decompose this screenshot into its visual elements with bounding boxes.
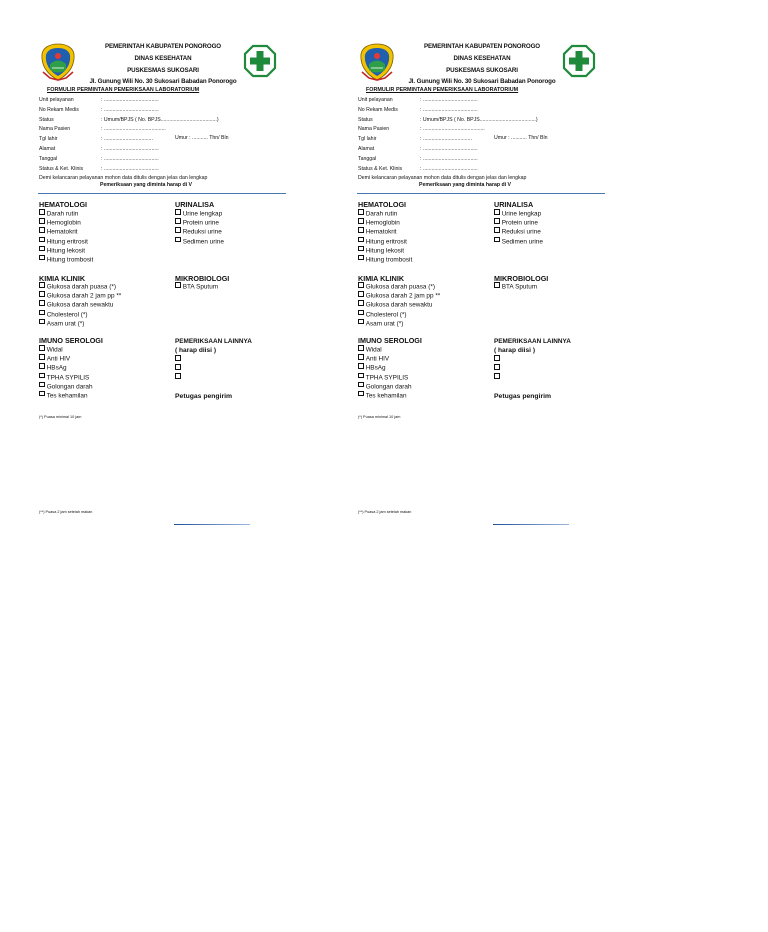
header-address: Jl. Gunung Wili No. 30 Sukosari Babadan Ponorogo — [408, 78, 556, 85]
ponorogo-regency-emblem-icon — [40, 42, 76, 82]
patient-fields — [39, 97, 289, 175]
imuno-list — [358, 345, 412, 400]
checkbox-square-icon — [358, 255, 364, 261]
checkbox-item[interactable] — [175, 355, 183, 364]
section-kimia-klinik: KIMIA KLINIK — [358, 274, 405, 283]
checkbox-square-icon — [358, 382, 364, 388]
instruction-note: Demi kelancaran pelayanan mohon data ditulis dengan jelas dan lengkap — [39, 175, 208, 181]
checkbox-square-icon — [39, 291, 45, 297]
field-medical-record[interactable]: No Rekam Medis : ...................................... — [39, 106, 159, 113]
section-imuno-serologi: IMUNO SEROLOGI — [39, 336, 103, 345]
checkbox-square-icon — [358, 354, 364, 360]
checkbox-square-icon — [39, 382, 45, 388]
checkbox-item[interactable]: Tes kehamilan — [358, 391, 412, 400]
header-puskesmas: PUSKESMAS SUKOSARI — [127, 67, 199, 74]
checkbox-item[interactable]: Hitung trombosit — [39, 255, 93, 264]
checkbox-item[interactable]: Glukosa darah 2 jam pp ** — [358, 291, 440, 300]
footnote-fasting-10h: (*) Puasa minimal 10 jam — [39, 415, 82, 419]
field-medical-record[interactable]: No Rekam Medis : ...................................... — [358, 106, 478, 113]
checkbox-item[interactable]: Glukosa darah puasa (*) — [358, 282, 440, 291]
divider — [357, 193, 605, 194]
checkbox-square-icon — [358, 209, 364, 215]
checkbox-item[interactable]: Hemoglobin — [39, 218, 93, 227]
checkbox-item[interactable]: Golongan darah — [358, 382, 412, 391]
section-urinalisa: URINALISA — [494, 200, 534, 209]
checkbox-square-icon — [358, 282, 364, 288]
lainnya-list — [494, 355, 502, 383]
checkbox-item[interactable]: Hematokrit — [39, 227, 93, 236]
checkbox-square-icon — [494, 282, 500, 288]
petugas-pengirim: Petugas pengirim — [494, 393, 552, 400]
checkbox-item[interactable]: BTA Sputum — [494, 282, 537, 291]
checkbox-square-icon — [175, 355, 181, 361]
checkbox-square-icon — [358, 310, 364, 316]
checkbox-item[interactable]: Hematokrit — [358, 227, 412, 236]
checkbox-square-icon — [175, 209, 181, 215]
mikro-list — [175, 282, 218, 291]
checkbox-square-icon — [358, 300, 364, 306]
checkbox-square-icon — [39, 237, 45, 243]
checkbox-square-icon — [358, 237, 364, 243]
lab-request-form-left — [38, 0, 358, 540]
checkbox-item[interactable]: Tes kehamilan — [39, 391, 93, 400]
checkbox-square-icon — [358, 227, 364, 233]
checkbox-item[interactable]: Hitung lekosit — [358, 246, 412, 255]
kimia-list — [358, 282, 440, 328]
checkbox-square-icon — [39, 227, 45, 233]
header-puskesmas: PUSKESMAS SUKOSARI — [446, 67, 518, 74]
checkbox-square-icon — [358, 363, 364, 369]
field-status[interactable]: Status : Umum/BPJS ( No. BPJS.......................................) — [358, 116, 538, 123]
checkbox-square-icon — [494, 237, 500, 243]
footnote-fasting-10h: (*) Puasa minimal 10 jam — [358, 415, 401, 419]
checkbox-square-icon — [358, 373, 364, 379]
urinalisa-list — [494, 209, 543, 246]
field-age[interactable]: Umur : ........... Thn/ Bln — [175, 135, 229, 142]
field-patient-name[interactable]: Nama Pasien : ........................................... — [358, 126, 485, 133]
checkbox-item[interactable]: TPHA SYPILIS — [358, 373, 412, 382]
checkbox-item[interactable]: TPHA SYPILIS — [39, 373, 93, 382]
field-address[interactable]: Alamat : ...................................... — [39, 145, 159, 152]
checkbox-item[interactable]: Anti HIV — [358, 354, 412, 363]
imuno-list — [39, 345, 93, 400]
checkbox-item[interactable]: Hitung lekosit — [39, 246, 93, 255]
checkbox-square-icon — [39, 319, 45, 325]
checkbox-square-icon — [39, 246, 45, 252]
checkbox-square-icon — [358, 291, 364, 297]
footnote-fasting-2h: (**) Puasa 2 jam setelah makan — [358, 510, 412, 514]
checkbox-item[interactable]: Anti HIV — [39, 354, 93, 363]
checkbox-item[interactable]: HBsAg — [358, 363, 412, 372]
checkbox-item[interactable]: Glukosa darah 2 jam pp ** — [39, 291, 121, 300]
section-urinalisa: URINALISA — [175, 200, 215, 209]
field-age[interactable]: Umur : ........... Thn/ Bln — [494, 135, 548, 142]
hematologi-list — [358, 209, 412, 264]
checkbox-item[interactable]: Reduksi urine — [175, 227, 224, 236]
checkbox-square-icon — [175, 282, 181, 288]
section-kimia-klinik: KIMIA KLINIK — [39, 274, 86, 283]
checkbox-square-icon — [39, 310, 45, 316]
checkbox-item[interactable]: HBsAg — [39, 363, 93, 372]
section-pemeriksaan-lainnya: PEMERIKSAAN LAINNYA — [175, 338, 252, 345]
checkbox-square-icon — [358, 391, 364, 397]
checkbox-square-icon — [39, 209, 45, 215]
field-unit[interactable]: Unit pelayanan : ...................................... — [358, 97, 478, 103]
hematologi-list — [39, 209, 93, 264]
checkbox-square-icon — [494, 218, 500, 224]
checkbox-item[interactable]: Glukosa darah puasa (*) — [39, 282, 121, 291]
field-unit[interactable]: Unit pelayanan : ...................................... — [39, 97, 159, 103]
checkbox-item[interactable]: Asam urat (*) — [39, 319, 121, 328]
divider — [38, 193, 286, 194]
field-clinical-status[interactable]: Status & Ket. Klinis : ...................................... — [39, 165, 159, 172]
header-government: PEMERINTAH KABUPATEN PONOROGO — [423, 43, 541, 50]
field-status[interactable]: Status : Umum/BPJS ( No. BPJS.......................................) — [39, 116, 219, 123]
checkbox-square-icon — [175, 237, 181, 243]
checkbox-square-icon — [39, 218, 45, 224]
form-title: FORMULIR PERMINTAAN PEMERIKSAAN LABORATORIUM — [366, 87, 519, 93]
checkbox-square-icon — [39, 300, 45, 306]
checkbox-item[interactable]: Cholesterol (*) — [358, 310, 440, 319]
field-clinical-status[interactable]: Status & Ket. Klinis : ...................................... — [358, 165, 478, 172]
checkbox-item[interactable] — [175, 373, 183, 382]
checkbox-item[interactable]: Protein urine — [494, 218, 543, 227]
petugas-pengirim: Petugas pengirim — [175, 393, 233, 400]
checkbox-item[interactable]: Asam urat (*) — [358, 319, 440, 328]
field-date[interactable]: Tanggal : ...................................... — [358, 155, 478, 162]
checkbox-square-icon — [175, 364, 181, 370]
checkbox-item[interactable]: Golongan darah — [39, 382, 93, 391]
checkbox-item[interactable]: Widal — [39, 345, 93, 354]
checkbox-square-icon — [39, 391, 45, 397]
checkbox-item[interactable]: BTA Sputum — [175, 282, 218, 291]
header-department: DINAS KESEHATAN — [453, 55, 511, 62]
checkbox-item[interactable]: Cholesterol (*) — [39, 310, 121, 319]
urinalisa-list — [175, 209, 224, 246]
patient-fields — [358, 97, 608, 175]
checkbox-square-icon — [494, 355, 500, 361]
checkbox-item[interactable]: Reduksi urine — [494, 227, 543, 236]
checkbox-square-icon — [175, 373, 181, 379]
checkbox-square-icon — [358, 319, 364, 325]
checkbox-item[interactable]: Sedimen urine — [494, 237, 543, 246]
checkbox-square-icon — [39, 373, 45, 379]
field-birth-date[interactable]: Tgl lahir : .................................. Umur : ........... Thn/ Bln — [358, 135, 548, 143]
checkbox-square-icon — [358, 246, 364, 252]
header-department: DINAS KESEHATAN — [134, 55, 192, 62]
instruction-check: Pemeriksaan yang diminta harap di V — [419, 182, 511, 188]
checkbox-square-icon — [494, 364, 500, 370]
checkbox-square-icon — [358, 218, 364, 224]
checkbox-square-icon — [39, 354, 45, 360]
signature-line — [493, 524, 569, 525]
checkbox-square-icon — [39, 345, 45, 351]
checkbox-square-icon — [494, 227, 500, 233]
kimia-list — [39, 282, 121, 328]
header-government: PEMERINTAH KABUPATEN PONOROGO — [104, 43, 222, 50]
checkbox-item[interactable]: Hitung trombosit — [358, 255, 412, 264]
section-mikrobiologi: MIKROBIOLOGI — [494, 274, 549, 283]
checkbox-item[interactable]: Urine lengkap — [175, 209, 224, 218]
checkbox-item[interactable]: Hemoglobin — [358, 218, 412, 227]
section-imuno-serologi: IMUNO SEROLOGI — [358, 336, 422, 345]
field-date[interactable]: Tanggal : ...................................... — [39, 155, 159, 162]
checkbox-square-icon — [39, 282, 45, 288]
lab-request-form-right — [357, 0, 677, 540]
checkbox-item[interactable]: Sedimen urine — [175, 237, 224, 246]
section-mikrobiologi: MIKROBIOLOGI — [175, 274, 230, 283]
form-title: FORMULIR PERMINTAAN PEMERIKSAAN LABORATORIUM — [47, 87, 200, 93]
checkbox-item[interactable] — [494, 355, 502, 364]
puskesmas-cross-icon — [562, 44, 596, 78]
lainnya-subtitle: ( harap diisi ) — [175, 347, 217, 354]
section-hematologi: HEMATOLOGI — [358, 200, 407, 209]
lainnya-list — [175, 355, 183, 383]
instruction-check: Pemeriksaan yang diminta harap di V — [100, 182, 192, 188]
checkbox-item[interactable]: Darah rutin — [39, 209, 93, 218]
checkbox-item[interactable]: Glukosa darah sewaktu — [39, 300, 121, 309]
checkbox-square-icon — [39, 255, 45, 261]
checkbox-item[interactable]: Glukosa darah sewaktu — [358, 300, 440, 309]
mikro-list — [494, 282, 537, 291]
checkbox-square-icon — [494, 209, 500, 215]
section-hematologi: HEMATOLOGI — [39, 200, 88, 209]
checkbox-square-icon — [358, 345, 364, 351]
header-address: Jl. Gunung Wili No. 30 Sukosari Babadan Ponorogo — [89, 78, 237, 85]
lainnya-subtitle: ( harap diisi ) — [494, 347, 536, 354]
signature-line — [174, 524, 250, 525]
checkbox-item[interactable]: Widal — [358, 345, 412, 354]
checkbox-item[interactable]: Darah rutin — [358, 209, 412, 218]
checkbox-item[interactable]: Protein urine — [175, 218, 224, 227]
field-birth-date[interactable]: Tgl lahir : .................................. Umur : ........... Thn/ Bln — [39, 135, 229, 143]
checkbox-item[interactable]: Hitung eritrosit — [358, 237, 412, 246]
checkbox-square-icon — [494, 373, 500, 379]
checkbox-square-icon — [175, 227, 181, 233]
section-pemeriksaan-lainnya: PEMERIKSAAN LAINNYA — [494, 338, 571, 345]
checkbox-square-icon — [175, 218, 181, 224]
field-address[interactable]: Alamat : ...................................... — [358, 145, 478, 152]
checkbox-square-icon — [39, 363, 45, 369]
checkbox-item[interactable] — [494, 364, 502, 373]
checkbox-item[interactable] — [175, 364, 183, 373]
instruction-note: Demi kelancaran pelayanan mohon data ditulis dengan jelas dan lengkap — [358, 175, 527, 181]
checkbox-item[interactable] — [494, 373, 502, 382]
ponorogo-regency-emblem-icon — [359, 42, 395, 82]
footnote-fasting-2h: (**) Puasa 2 jam setelah makan — [39, 510, 93, 514]
field-patient-name[interactable]: Nama Pasien : ........................................... — [39, 126, 166, 133]
puskesmas-cross-icon — [243, 44, 277, 78]
checkbox-item[interactable]: Hitung eritrosit — [39, 237, 93, 246]
checkbox-item[interactable]: Urine lengkap — [494, 209, 543, 218]
